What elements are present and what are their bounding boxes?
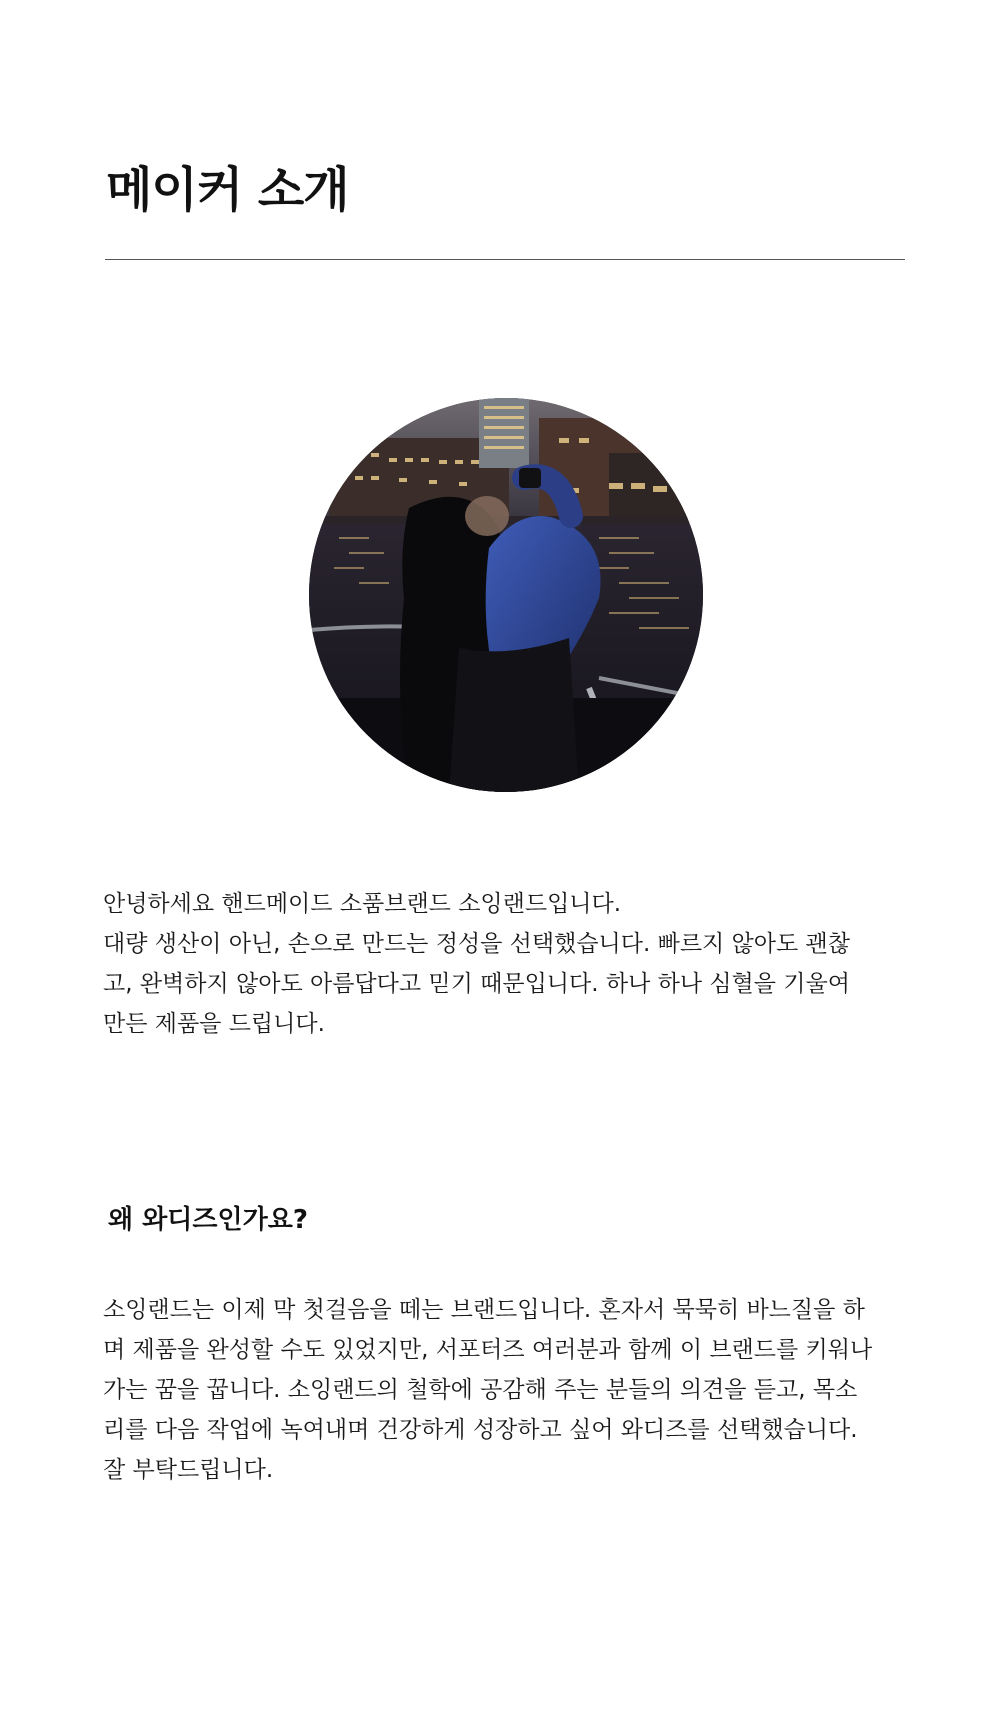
intro-line: 대량 생산이 아닌, 손으로 만드는 정성을 선택했습니다. 빠르지 않아도 괜찮 (103, 931, 850, 957)
intro-line: 고, 완벽하지 않아도 아름답다고 믿기 때문입니다. 하나 하나 심혈을 기울여 (103, 971, 850, 997)
intro-line: 만든 제품을 드립니다. (103, 1011, 325, 1037)
why-wadiz-paragraph (103, 1290, 903, 1490)
maker-photo-illustration (309, 398, 703, 792)
intro-line: 안녕하세요 핸드메이드 소품브랜드 소잉랜드입니다. (103, 891, 622, 917)
section-title: 메이커 소개 (106, 162, 349, 218)
why-line: 잘 부탁드립니다. (103, 1457, 274, 1483)
why-line: 가는 꿈을 꿉니다. 소잉랜드의 철학에 공감해 주는 분들의 의견을 듣고, 목소 (103, 1377, 858, 1403)
intro-paragraph (103, 884, 903, 1044)
title-divider (105, 259, 905, 260)
why-wadiz-heading: 왜 와디즈인가요? (108, 1205, 308, 1235)
maker-photo (309, 398, 703, 792)
why-line: 리를 다음 작업에 녹여내며 건강하게 성장하고 싶어 와디즈를 선택했습니다. (103, 1417, 858, 1443)
why-line: 소잉랜드는 이제 막 첫걸음을 떼는 브랜드입니다. 혼자서 묵묵히 바느질을 하 (103, 1297, 865, 1323)
why-line: 며 제품을 완성할 수도 있었지만, 서포터즈 여러분과 함께 이 브랜드를 키워나 (103, 1337, 873, 1363)
